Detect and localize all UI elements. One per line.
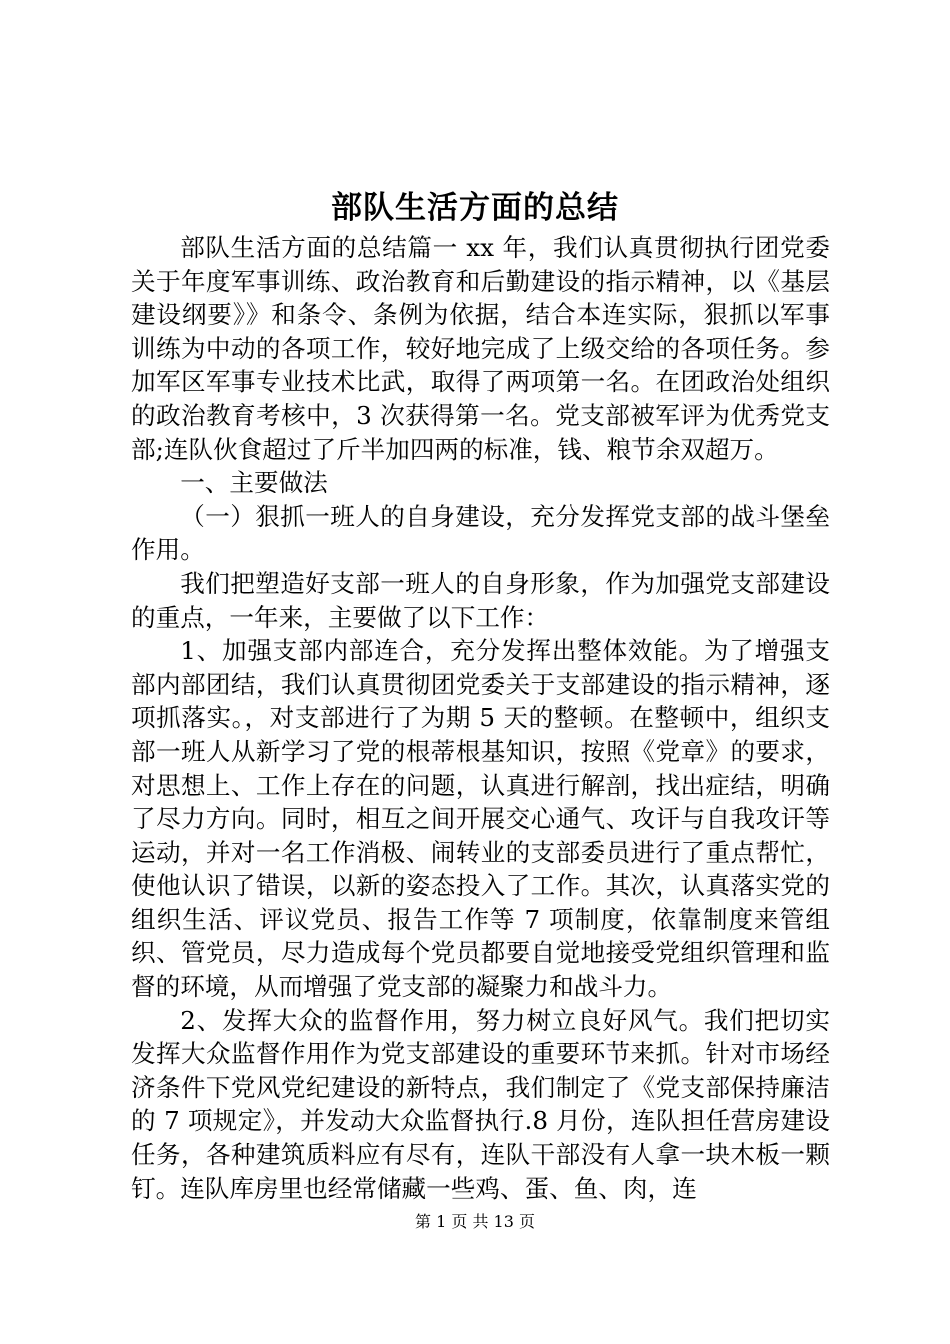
subheading-party-branch: （一）狠抓一班人的自身建设，充分发挥党支部的战斗堡垒作用。: [131, 501, 830, 565]
paragraph-branch-image: 我们把塑造好支部一班人的自身形象，作为加强党支部建设的重点，一年来，主要做了以下工作：: [131, 568, 830, 632]
paragraph-intro: 部队生活方面的总结篇一 xx 年，我们认真贯彻执行团党委关于年度军事训练、政治教育和后勤建设的指示精神，以《基层建设纲要》》和条令、条例为依据，结合本连实际，狠抓以军事训练为中动的各项工作，较好地完成了上级交给的各项任务。参加军区军事专业技术比武，取得了两项第一名。在团政治处组织的政治教育考核中，3 次获得第一名。党支部被军评为优秀党支部;连队伙食超过了斤半加四两的标准，钱、粮节余双超万。: [131, 233, 830, 464]
paragraph-item-2: 2、发挥大众的监督作用，努力树立良好风气。我们把切实发挥大众监督作用作为党支部建设的重要环节来抓。针对市场经济条件下党风党纪建设的新特点，我们制定了《党支部保持廉洁的 7 项规定》，并发动大众监督执行.8 月份，连队担任营房建设任务，各种建筑质料应有尽有，连队干部没有人拿一块木板一颗钉。连队库房里也经常储藏一些鸡、蛋、鱼、肉，连: [131, 1005, 830, 1203]
document-body: [131, 231, 830, 1205]
document-title: 部队生活方面的总结: [331, 190, 619, 226]
heading-main-methods: 一、主要做法: [180, 468, 328, 498]
paragraph-item-1: 1、加强支部内部连合，充分发挥出整体效能。为了增强支部内部团结，我们认真贯彻团党委关于支部建设的指示精神，逐项抓落实。，对支部进行了为期 5 天的整顿。在整顿中，组织支部一班人从新学习了党的根蒂根基知识，按照《党章》的要求，对思想上、工作上存在的问题，认真进行解剖，找出症结，明确了尽力方向。同时，相互之间开展交心通气、攻讦与自我攻讦等运动，并对一名工作消极、闹转业的支部委员进行了重点帮忙，使他认识了错误，以新的姿态投入了工作。其次，认真落实党的组织生活、评议党员、报告工作等 7 项制度，依靠制度来管组织、管党员，尽力造成每个党员都要自觉地接受党组织管理和监督的环境，从而增强了党支部的凝聚力和战斗力。: [131, 636, 830, 1002]
page-number-footer: 第 1 页 共 13 页: [415, 1212, 535, 1231]
